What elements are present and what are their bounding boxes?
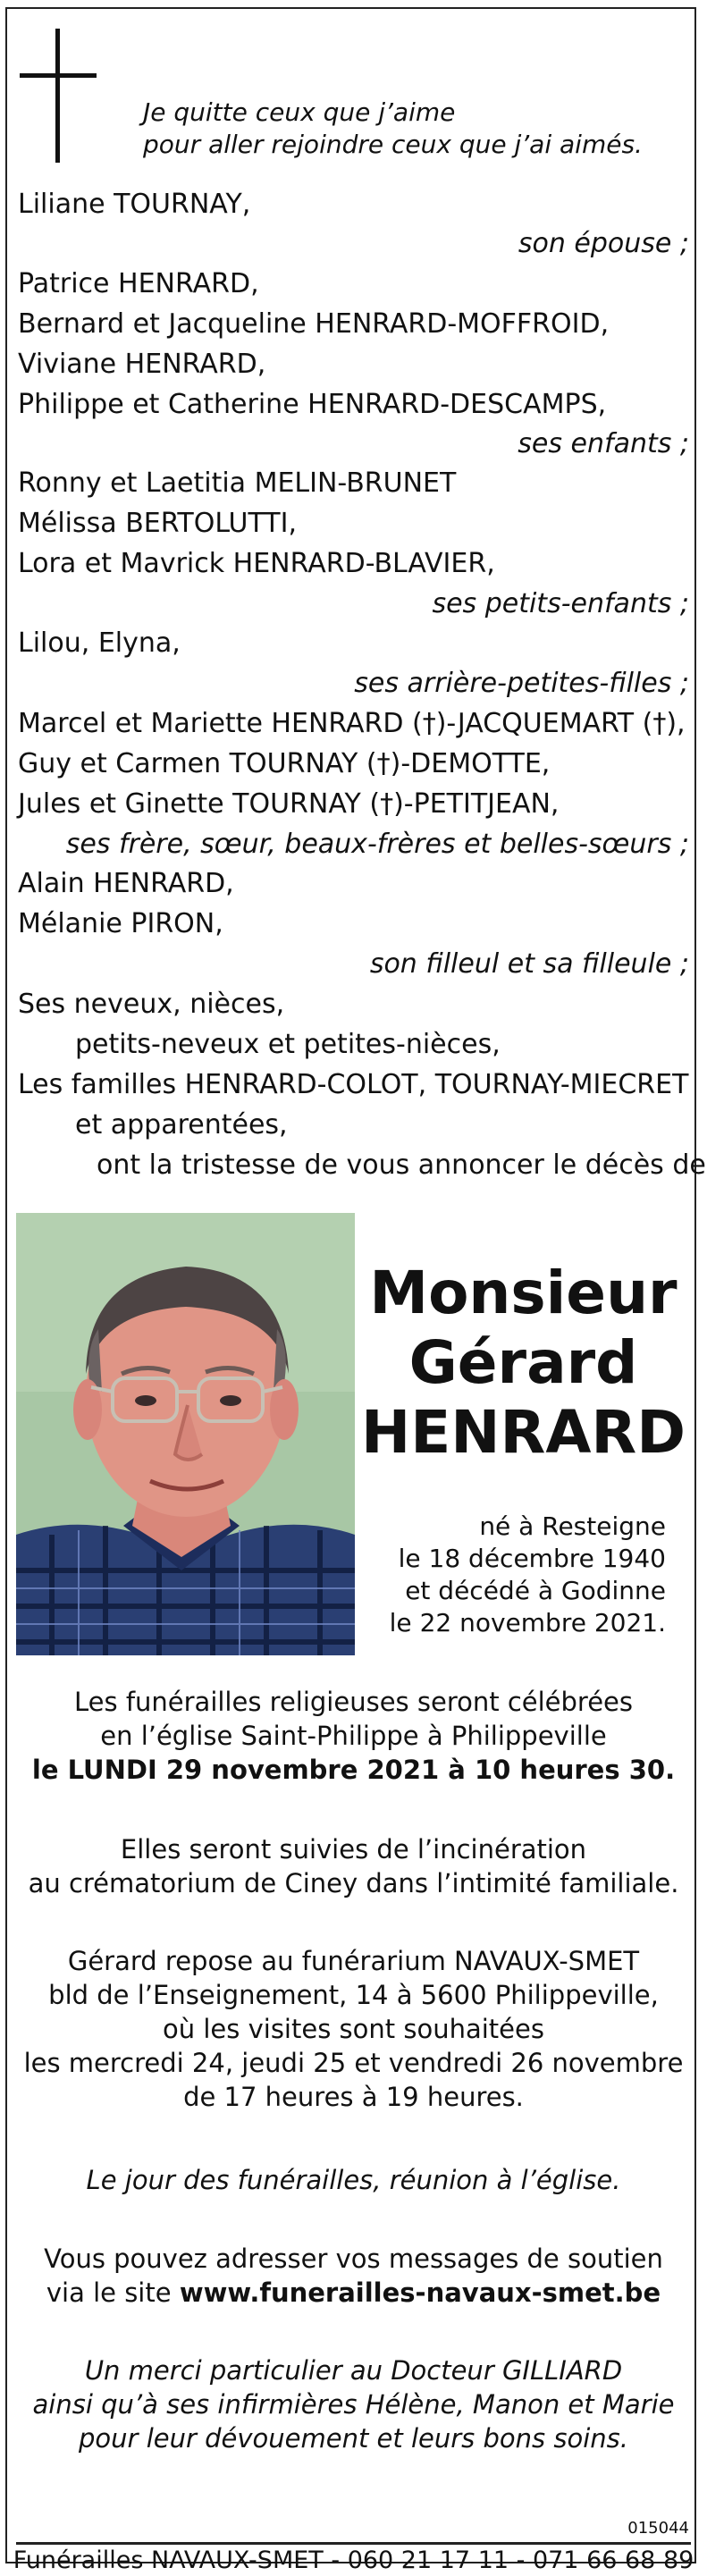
deceased-first-name: Gérard: [408, 1328, 638, 1397]
thanks-line: Un merci particulier au Docteur GILLIARD: [84, 2355, 623, 2386]
verse-line-2: pour aller rejoindre ceux que j’ai aimés.: [143, 130, 643, 159]
cross-icon-bar: [20, 73, 97, 78]
portrait-illustration: [16, 1213, 355, 1655]
family-member: petits-neveux et petites-nièces,: [75, 1029, 501, 1060]
bio-line: né à Resteigne: [479, 1511, 666, 1541]
deceased-title: Monsieur: [369, 1259, 678, 1327]
relation-label: ses petits-enfants ;: [432, 588, 689, 619]
relation-label: son épouse ;: [518, 228, 689, 259]
relation-label: ses frère, sœur, beaux-frères et belles-sœurs ;: [65, 829, 689, 860]
visitation-line: où les visites sont souhaitées: [163, 2014, 544, 2044]
bio-line: et décédé à Godinne: [405, 1576, 666, 1605]
family-member: Alain HENRARD,: [18, 868, 234, 899]
messages-line-2: via le site www.funerailles-navaux-smet.be: [46, 2277, 661, 2308]
relation-label: son filleul et sa filleule ;: [369, 948, 689, 980]
relation-label: ses enfants ;: [518, 428, 689, 459]
bio-line: le 22 novembre 2021.: [389, 1608, 666, 1637]
thanks-line: pour leur dévouement et leurs bons soins.: [79, 2423, 628, 2454]
epitaph-verse: [143, 97, 643, 161]
cremation-line: Elles seront suivies de l’incinération: [120, 1834, 587, 1865]
family-member: Guy et Carmen TOURNAY (†)-DEMOTTE,: [18, 748, 551, 779]
visitation-line: les mercredi 24, jeudi 25 et vendredi 26 novembre: [23, 2048, 684, 2078]
relation-label: ses arrière-petites-filles ;: [354, 668, 689, 699]
portrait-photo: [16, 1213, 355, 1655]
family-member: Ses neveux, nièces,: [18, 989, 285, 1020]
church-meeting-note: Le jour des funérailles, réunion à l’église.: [86, 2165, 621, 2195]
family-member: Marcel et Mariette HENRARD (†)-JACQUEMART (†),: [18, 708, 686, 739]
visitation-line: de 17 heures à 19 heures.: [183, 2082, 524, 2112]
family-member: Philippe et Catherine HENRARD-DESCAMPS,: [18, 389, 607, 420]
thanks-line: ainsi qu’à ses infirmières Hélène, Manon et Marie: [32, 2389, 675, 2420]
family-member: Liliane TOURNAY,: [18, 189, 251, 220]
funeral-date: le LUNDI 29 novembre 2021 à 10 heures 30.: [31, 1755, 676, 1785]
deceased-last-name: HENRARD: [360, 1398, 686, 1467]
family-member: Bernard et Jacqueline HENRARD-MOFFROID,: [18, 308, 610, 340]
family-member: et apparentées,: [75, 1109, 288, 1141]
family-member: Lilou, Elyna,: [18, 627, 181, 659]
visitation-line: bld de l’Enseignement, 14 à 5600 Philippeville,: [48, 1980, 659, 2010]
family-member: Les familles HENRARD-COLOT, TOURNAY-MIECRET: [18, 1069, 689, 1100]
cremation-line: au crématorium de Ciney dans l’intimité familiale.: [28, 1868, 679, 1898]
family-member: Jules et Ginette TOURNAY (†)-PETITJEAN,: [18, 788, 560, 820]
cross-icon: [55, 29, 60, 163]
reference-number: 015044: [627, 2519, 689, 2538]
website-link[interactable]: www.funerailles-navaux-smet.be: [179, 2277, 661, 2308]
visitation-line: Gérard repose au funérarium NAVAUX-SMET: [67, 1946, 640, 1976]
family-member: Patrice HENRARD,: [18, 268, 259, 299]
funeral-line: en l’église Saint-Philippe à Philippeville: [100, 1721, 607, 1751]
messages-line: Vous pouvez adresser vos messages de soutien: [44, 2243, 663, 2274]
family-member: Mélanie PIRON,: [18, 908, 223, 939]
verse-line-1: Je quitte ceux que j’aime: [143, 97, 456, 127]
family-member: Viviane HENRARD,: [18, 349, 266, 380]
bio-line: le 18 décembre 1940: [398, 1544, 666, 1573]
funeral-line: Les funérailles religieuses seront célébrées: [74, 1687, 633, 1717]
announcement-line: ont la tristesse de vous annoncer le décès de: [97, 1149, 706, 1181]
footer-contact: Funérailles NAVAUX-SMET - 060 21 17 11 - 071 66 68 89: [13, 2547, 694, 2574]
footer-divider: [16, 2542, 691, 2545]
family-member: Lora et Mavrick HENRARD-BLAVIER,: [18, 548, 495, 579]
family-member: Ronny et Laetitia MELIN-BRUNET: [18, 467, 457, 499]
family-member: Mélissa BERTOLUTTI,: [18, 508, 298, 539]
